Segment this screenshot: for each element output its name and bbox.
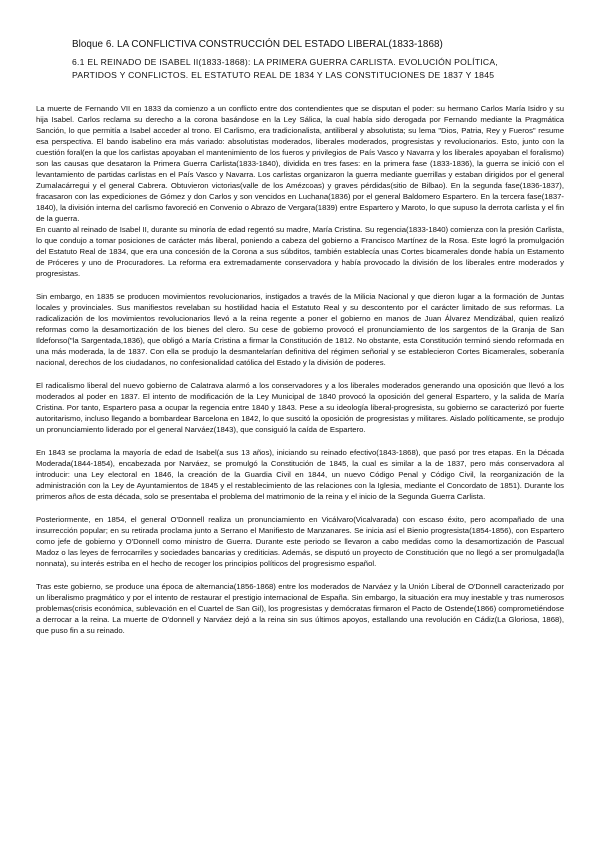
paragraph-moderate-decade: En 1843 se proclama la mayoría de edad de Isabel(a sus 13 años), iniciando su reinado efectivo(1843-1868), que pasó por tres etapas. En la Década Moderada(1844-1854), encabezada por Narváez, se promulgó la Constitución de 1845, la cual es similar a la de 1837, pero más conservadora al introducir: una Ley electoral en 1846, la creación de la Guardia Civil en 1844, un nuevo Código Penal y Código Civil, la reorganización de la administración con la Ley de Ayuntamientos de 1845 y el restablecimiento de las relaciones con la Iglesia, mediante el Concordato de 1851). Durante los primeros años de esta década, solo se presentaba el problema del matrimonio de la reina y el inicio de la Segunda Guerra Carlista. — [36, 447, 564, 501]
paragraph-regency-maria-cristina: En cuanto al reinado de Isabel II, durante su minoría de edad regentó su madre, María Cristina. Su regencia(1833-1840) comienza con la presión Carlista, lo que condujo a tomar posiciones de carácter más liberal, poniendo a cabeza del gobierno a Francisco Martínez de la Rosa. Este logró la promulgación del Estatuto Real de 1834, que era una concesión de la Corona a sus súbditos, también establecía unas Cortes bicamerales donde había un Estamento de Próceres y uno de Procuradores. La reforma era extremadamente conservadora y había provocado la división de los liberales entre moderados y progresistas. — [36, 225, 564, 279]
document-body — [36, 103, 564, 647]
paragraph-espartero-regency: El radicalismo liberal del nuevo gobierno de Calatrava alarmó a los conservadores y a los liberales moderados generando una oposición que llevó a los moderados al poder en 1837. El intento de modificación de la Ley Municipal de 1840 provocó la oposición del general Espartero, y la salida de María Cristina. Por tanto, Espartero pasa a ocupar la regencia entre 1840 y 1843. Pese a su ideología liberal-progresista, su gobierno se caracterizó por fuerte autoritarismo, incluso llegando a bombardear Barcelona en 1842, lo que suscitó la oposición de progresistas y militares. Aislado políticamente, se produjo un pronunciamiento liderado por el general Narváez(1843), que consiguió la caída de Espartero. — [36, 380, 564, 435]
section-subtitle: 6.1 EL REINADO DE ISABEL II(1833-1868): LA PRIMERA GUERRA CARLISTA. EVOLUCIÓN POLÍTICA, PARTIDOS Y CONFLICTOS. EL ESTATUTO REAL DE 1834 Y LAS CONSTITUCIONES DE 1837 Y 1845 — [72, 57, 498, 81]
paragraph-carlist-war: La muerte de Fernando VII en 1833 da comienzo a un conflicto entre dos contendientes que se disputan el poder: su hermano Carlos María Isidro y su hija Isabel. Carlos reclama su derecho a la corona basándose en la Ley Sálica, la cual había sido derogada por Fernando mediante la Pragmática Sanción, lo que permitía a Isabel acceder al trono. El Carlismo, era tradicionalista, antiliberal y absolutista; su lema "Dios, Patria, Rey y Fueros" resume esa perspectiva. El bando isabelino era más variado: absolutistas moderados, liberales moderados, progresistas y revolucionarios. Esto, junto con la cuestión foral(en la que los carlistas apoyaban el mantenimiento de los fueros y privilegios de País Vasco y Navarra y los liberales apoyaban el foralismo) son las causas que desataron la Primera Guerra Carlista(1833-1840), dividida en tres fases: en la primera fase (1833-1836), la guerra se inició con el levantamiento de partidas carlistas en el País Vasco y Navarra. Los carlistas organizaron la guerra mediante guerrillas y estaban dirigidos por el general Zumalacárregui y el general Cabrera. Obtuvieron victorias(valle de los Amézcoas) y graves pérdidas(sitio de Bilbao). En la segunda fase(1836-1837), fracasaron con las expediciones de Gómez y don Carlos y son vencidos en Luchana(1836) por el general Baldomero Espartero. En la tercera fase(1837-1840), la división interna del carlismo favoreció en Convenio o Abrazo de Vergara(1839) entre Espartero y Maroto, lo que supuso la derrota carlista y el fin de la guerra. — [36, 104, 564, 224]
paragraph-progressive-biennium: Posteriormente, en 1854, el general O'Donnell realiza un pronunciamiento en Vicálvaro(Vicalvarada) con escaso éxito, pero acompañado de una insurrección popular; en su retirada proclama junto a Serrano el Manifiesto de Manzanares. Se inicia así el Bienio progresista(1854-1856), con Espartero como jefe de gobierno y O'Donnell como ministro de Guerra. Durante este periodo se llevaron a cabo medidas como la desamortización de Pascual Madoz o las leyes de ferrocarriles y sociedades bancarias y crediticias. Además, se disputó un proyecto de Constitución que no llegó a ser promulgada(la nonnata), su interés estriba en el hecho de recoger los principios políticos del progresismo español. — [36, 514, 564, 568]
paragraph-alternation-period: Tras este gobierno, se produce una época de alternancia(1856-1868) entre los moderados de Narváez y la Unión Liberal de O'Donnell caracterizado por un liberalismo pragmático y por el intento de restaurar el prestigio internacional de España. Sin embargo, la situación era muy inestable y tras numerosos problemas(crisis económica, sublevación en el Cuartel de San Gil), los progresistas y demócratas firmaron el Pacto de Ostende(1866) comprometiéndose a derrocar a la reina. La muerte de O'donnell y Narváez dejó a la reina sin sus últimos apoyos, estallando una revolución en Cádiz(La Gloriosa, 1868), que puso fin a su reinado. — [36, 581, 564, 635]
paragraph-revolutionary-movements: Sin embargo, en 1835 se producen movimientos revolucionarios, instigados a través de la Milicia Nacional y que dieron lugar a la formación de Juntas locales y provinciales. Sus manifiestos revelaban su hostilidad hacia el Estatuto Real y su descontento por el carácter limitado de sus reformas. La radicalización de los movimientos revolucionarios llevó a la reina regente a poner el gobierno en manos de Juan Álvarez Mendizábal, quien realizó reformas como la desamortización de los bienes del clero. Su cese de gobierno provocó el pronunciamiento de los sargentos de la Granja de San Ildefonso("la Sargentada,1836), que obligó a María Cristina a firmar la Constitución de 1812. No obstante, esta Constitución terminó siendo reformada en una más moderada, la de 1837. Con ella se produjo la desmantelarían definitiva del régimen señorial y se establecieron Cortes Bicamerales, soberanía nacional, derechos de los ciudadanos, no confesionalidad católica del Estado y la división de poderes. — [36, 292, 564, 368]
page-title: Bloque 6. LA CONFLICTIVA CONSTRUCCIÓN DEL ESTADO LIBERAL(1833-1868) — [72, 39, 443, 50]
